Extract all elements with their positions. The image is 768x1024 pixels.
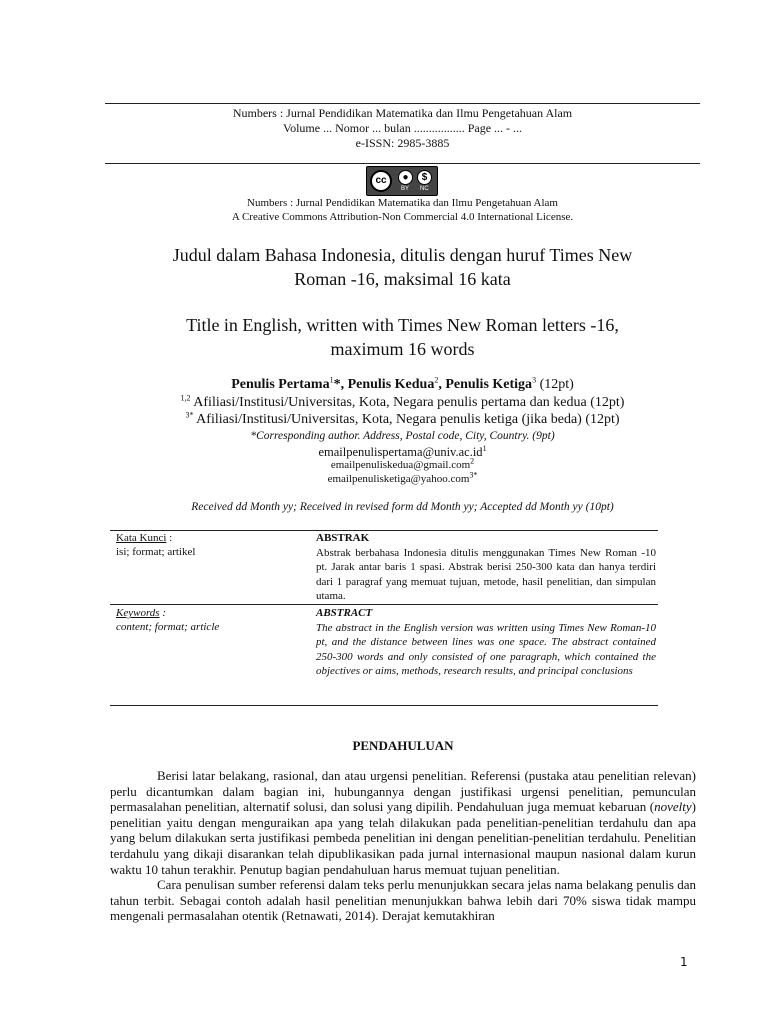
cc-by-nc-license-icon[interactable]: [366, 166, 438, 196]
keywords-heading: [116, 606, 306, 620]
kata-kunci-label: Kata Kunci: [116, 532, 167, 544]
title-english-line2: maximum 16 words: [330, 339, 475, 359]
abstrak-cell: [316, 531, 656, 604]
author-1: Penulis Pertama: [231, 377, 330, 392]
email-1-sup: 1: [482, 443, 487, 453]
abstrak-heading: ABSTRAK: [316, 532, 370, 544]
affiliation-2-text: Afiliasi/Institusi/Universitas, Kota, Negara penulis ketiga (jika beda) (12pt): [196, 412, 620, 427]
header-journal-name: Numbers : Jurnal Pendidikan Matematika dan Ilmu Pengetahuan Alam: [232, 106, 573, 120]
keywords-label: Keywords: [116, 607, 160, 619]
author-2: Penulis Kedua: [347, 377, 435, 392]
affiliation-1-sup: 1,2: [180, 393, 191, 403]
keywords-cell: [116, 606, 306, 634]
affiliation-2: [110, 411, 695, 429]
table-bottom-rule: [110, 705, 658, 706]
paragraph-1: [110, 768, 696, 877]
page-number: 1: [680, 955, 688, 969]
affiliation-1: [110, 394, 695, 412]
affiliation-1-text: Afiliasi/Institusi/Universitas, Kota, Negara penulis pertama dan kedua (12pt): [193, 395, 625, 410]
corresponding-author: *Corresponding author. Address, Postal code, City, Country. (9pt): [250, 430, 555, 442]
author-3: Penulis Ketiga: [445, 377, 533, 392]
title-indonesian: [110, 243, 695, 291]
license-text: A Creative Commons Attribution-Non Commercial 4.0 International License.: [231, 211, 574, 223]
author-size-note: (12pt): [539, 377, 574, 392]
author-line: [110, 376, 695, 394]
kata-kunci-values: isi; format; artikel: [116, 546, 196, 558]
section-body: [110, 768, 696, 924]
abstrak-text: Abstrak berbahasa Indonesia ditulis menggunakan Times New Roman -10 pt. Jarak antar baris 1 spasi. Abstrak berisi 250-300 kata dan hanya terdiri dari 1 paragraf yang memuat tujuan, metode, hasil penelitian, dan simpulan utama.: [316, 546, 656, 602]
title-indonesian-line2: Roman -16, maksimal 16 kata: [294, 269, 511, 289]
paragraph-1-part-a: Berisi latar belakang, rasional, dan atau urgensi penelitian. Referensi (pustaka atau penelitian relevan) perlu dicantumkan dalam bagian ini, hubungannya dengan justifikasi urgensi penelitian, pemunculan permasalahan penelitian, alternatif solusi, dan solusi yang dipilih. Pendahuluan juga memuat kebaruan (: [110, 768, 696, 815]
header-top-rule: [105, 103, 700, 104]
section-heading: PENDAHULUAN: [352, 738, 454, 753]
table-middle-rule: [110, 604, 658, 605]
author-sep-1: ,: [340, 377, 348, 392]
cc-logo-icon: cc: [370, 170, 392, 192]
email-2-text[interactable]: emailpenuliskedua@gmail.com: [330, 459, 471, 471]
header-issn: e-ISSN: 2985-3885: [355, 136, 450, 150]
title-english-line1: Title in English, written with Times New Roman letters -16,: [186, 315, 619, 335]
license-journal-name: Numbers : Jurnal Pendidikan Matematika dan Ilmu Pengetahuan Alam: [247, 197, 558, 209]
author-sep-2: ,: [438, 377, 446, 392]
badge-by-label: BY: [401, 186, 410, 192]
email-3-sup: 3*: [469, 470, 478, 480]
header-volume: Volume ... Nomor ... bulan ................. Page ... - ...: [282, 121, 523, 135]
received-dates: Received dd Month yy; Received in revised form dd Month yy; Accepted dd Month yy (10pt): [191, 501, 614, 513]
keywords-colon: :: [159, 607, 167, 619]
header-bottom-rule: [105, 163, 700, 164]
affiliation-2-sup: 3*: [185, 410, 194, 420]
email-1-text[interactable]: emailpenulispertama@univ.ac.id: [318, 445, 483, 459]
email-3-text[interactable]: emailpenulisketiga@yahoo.com: [327, 473, 470, 485]
paragraph-1-part-b: ) penelitian yaitu dengan menguraikan apa yang telah dilakukan pada penelitian-penelitian terdahulu dan apa yang belum dilakukan serta justifikasi pembeda penelitian ini dengan penelitian-penelitian terdahulu. Penelitian terdahulu yang dikaji disarankan telah dipublikasikan pada jurnal internasional maupun nasional dalam kurun waktu 10 tahun terakhir. Penutup bagian pendahuluan harus memuat tujuan penelitian.: [110, 799, 696, 877]
title-english: [110, 313, 695, 361]
email-3: [110, 472, 695, 487]
title-indonesian-line1: Judul dalam Bahasa Indonesia, ditulis dengan huruf Times New: [172, 245, 633, 265]
kata-kunci-heading: [116, 531, 306, 545]
author-1-mark: *: [333, 377, 341, 392]
author-1-sup: 1: [329, 375, 334, 385]
kata-kunci-cell: [116, 531, 306, 559]
author-2-sup: 2: [434, 375, 439, 385]
keywords-values: content; format; article: [116, 621, 220, 633]
email-2: [110, 458, 695, 473]
attribution-icon: ●: [398, 170, 413, 185]
novelty-term: novelty: [654, 799, 692, 815]
abstract-text: The abstract in the English version was written using Times New Roman-10 pt, and the distance between lines was one space. The abstract contained 250-300 words and only consisted of one paragraph, which contained the objectives or aims, methods, research results, and principal conclusions: [316, 621, 656, 677]
paragraph-2: Cara penulisan sumber referensi dalam teks perlu menunjukkan secara jelas nama belakang penulis dan tahun terbit. Sebagai contoh adalah hasil penelitian menunjukkan bahwa lebih dari 70% siswa tidak mampu mengenali permasalahan otentik (Retnawati, 2014). Derajat kemutakhiran: [110, 877, 696, 924]
kata-kunci-colon: :: [166, 532, 173, 544]
abstract-cell: [316, 606, 656, 679]
non-commercial-icon: $: [417, 170, 432, 185]
badge-nc-label: NC: [420, 186, 429, 192]
author-3-sup: 3: [532, 375, 537, 385]
email-2-sup: 2: [470, 456, 475, 466]
abstract-heading: ABSTRACT: [316, 607, 373, 619]
